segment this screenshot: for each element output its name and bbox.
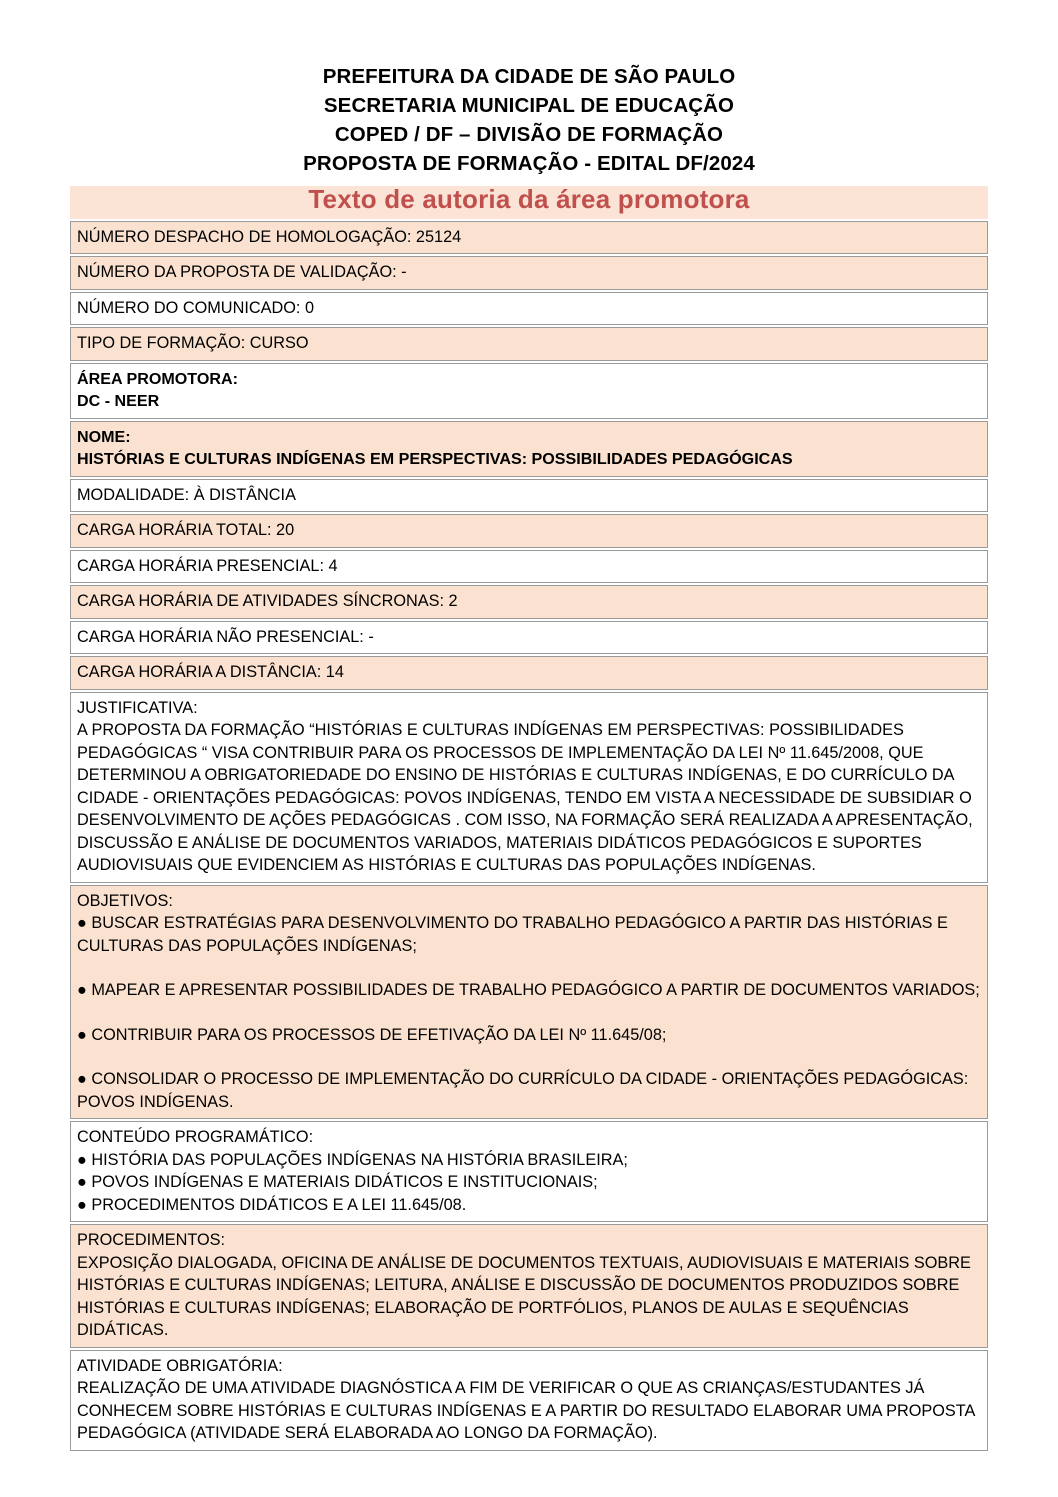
row-nome bbox=[70, 421, 988, 477]
carga-horaria-total-cell: CARGA HORÁRIA TOTAL: 20 bbox=[70, 514, 988, 548]
row-atividade-obrigatoria bbox=[70, 1350, 988, 1451]
banner-text: Texto de autoria da área promotora bbox=[308, 184, 750, 214]
justificativa-label: JUSTIFICATIVA: bbox=[77, 698, 198, 717]
carga-horaria-presencial-cell: CARGA HORÁRIA PRESENCIAL: 4 bbox=[70, 550, 988, 584]
objetivos-spacer bbox=[77, 957, 981, 979]
procedimentos-label: PROCEDIMENTOS: bbox=[77, 1231, 226, 1249]
header-line-proposta: PROPOSTA DE FORMAÇÃO - EDITAL DF/2024 bbox=[303, 152, 755, 175]
atividade-obrigatoria-label: ATIVIDADE OBRIGATÓRIA: bbox=[77, 1356, 283, 1375]
row-carga-horaria-presencial bbox=[70, 550, 988, 584]
proposal-form-table bbox=[70, 184, 988, 1453]
nome-value: HISTÓRIAS E CULTURAS INDÍGENAS EM PERSPECTIVAS: POSSIBILIDADES PEDAGÓGICAS bbox=[77, 450, 793, 468]
conteudo-programatico-cell bbox=[70, 1121, 988, 1222]
header-line-secretaria: SECRETARIA MUNICIPAL DE EDUCAÇÃO bbox=[323, 94, 735, 117]
area-promotora-cell bbox=[70, 363, 988, 419]
objetivo-item: ● CONSOLIDAR O PROCESSO DE IMPLEMENTAÇÃO DO CURRÍCULO DA CIDADE - ORIENTAÇÕES PEDAGÓGICAS: POVOS INDÍGENAS. bbox=[77, 1070, 969, 1111]
atividade-obrigatoria-text: REALIZAÇÃO DE UMA ATIVIDADE DIAGNÓSTICA A FIM DE VERIFICAR O QUE AS CRIANÇAS/ESTUDANTES JÁ CONHECEM SOBRE HISTÓRIAS E CULTURAS INDÍGENAS E A PARTIR DO RESULTADO ELABORAR UMA PROPOSTA PEDAGÓGICA (ATIVIDADE SERÁ ELABORADA AO LONGO DA FORMAÇÃO). bbox=[77, 1379, 975, 1442]
banner-row bbox=[70, 186, 988, 219]
objetivo-item: ● CONTRIBUIR PARA OS PROCESSOS DE EFETIVAÇÃO DA LEI Nº 11.645/08; bbox=[77, 1025, 667, 1044]
conteudo-item: ● POVOS INDÍGENAS E MATERIAIS DIDÁTICOS E INSTITUCIONAIS; bbox=[77, 1173, 598, 1191]
row-despacho-homologacao bbox=[70, 221, 988, 255]
row-carga-horaria-nao-presencial bbox=[70, 621, 988, 655]
atividade-obrigatoria-cell bbox=[70, 1350, 988, 1451]
conteudo-item: ● PROCEDIMENTOS DIDÁTICOS E A LEI 11.645/08. bbox=[77, 1195, 467, 1214]
procedimentos-text: EXPOSIÇÃO DIALOGADA, OFICINA DE ANÁLISE DE DOCUMENTOS TEXTUAIS, AUDIOVISUAIS E MATERIAIS SOBRE HISTÓRIAS E CULTURAS INDÍGENAS; LEITURA, ANÁLISE E DISCUSSÃO DE DOCUMENTOS PRODUZIDOS SOBRE HISTÓRIAS E CULTURAS INDÍGENAS; ELABORAÇÃO DE PORTFÓLIOS, PLANOS DE AULAS E SEQUÊNCIAS DIDÁTICAS. bbox=[77, 1253, 971, 1339]
row-conteudo-programatico bbox=[70, 1121, 988, 1222]
row-procedimentos bbox=[70, 1224, 988, 1348]
row-carga-horaria-total bbox=[70, 514, 988, 548]
procedimentos-cell bbox=[70, 1224, 988, 1348]
conteudo-item: ● HISTÓRIA DAS POPULAÇÕES INDÍGENAS NA HISTÓRIA BRASILEIRA; bbox=[77, 1150, 628, 1169]
area-promotora-value: DC - NEER bbox=[77, 392, 160, 410]
header-line-prefeitura: PREFEITURA DA CIDADE DE SÃO PAULO bbox=[322, 65, 736, 88]
conteudo-programatico-label: CONTEÚDO PROGRAMÁTICO: bbox=[77, 1128, 314, 1146]
modalidade-cell: MODALIDADE: À DISTÂNCIA bbox=[70, 479, 988, 513]
proposta-validacao-cell: NÚMERO DA PROPOSTA DE VALIDAÇÃO: - bbox=[70, 256, 988, 290]
row-carga-horaria-distancia bbox=[70, 656, 988, 690]
carga-horaria-distancia-cell: CARGA HORÁRIA A DISTÂNCIA: 14 bbox=[70, 656, 988, 690]
banner-cell bbox=[70, 186, 988, 219]
despacho-homologacao-cell: NÚMERO DESPACHO DE HOMOLOGAÇÃO: 25124 bbox=[70, 221, 988, 255]
carga-horaria-nao-presencial-cell: CARGA HORÁRIA NÃO PRESENCIAL: - bbox=[70, 621, 988, 655]
numero-comunicado-cell: NÚMERO DO COMUNICADO: 0 bbox=[70, 292, 988, 326]
justificativa-text: A PROPOSTA DA FORMAÇÃO “HISTÓRIAS E CULTURAS INDÍGENAS EM PERSPECTIVAS: POSSIBILIDADES PEDAGÓGICAS “ VISA CONTRIBUIR PARA OS PROCESSOS DE IMPLEMENTAÇÃO DA LEI Nº 11.645/2008, QUE DETERMINOU A OBRIGATORIEDADE DO ENSINO DE HISTÓRIAS E CULTURAS INDÍGENAS, E DO CURRÍCULO DA CIDADE - ORIENTAÇÕES PEDAGÓGICAS: POVOS INDÍGENAS, TENDO EM VISTA A NECESSIDADE DE SUBSIDIAR O DESENVOLVIMENTO DE AÇÕES PEDAGÓGICAS . COM ISSO, NA FORMAÇÃO SERÁ REALIZADA A APRESENTAÇÃO, DISCUSSÃO E ANÁLISE DE DOCUMENTOS VARIADOS, MATERIAIS DIDÁTICOS PEDAGÓGICOS E SUPORTES AUDIOVISUAIS QUE EVIDENCIEM AS HISTÓRIAS E CULTURAS DAS POPULAÇÕES INDÍGENAS. bbox=[77, 721, 973, 874]
justificativa-cell bbox=[70, 692, 988, 883]
objetivos-label: OBJETIVOS: bbox=[77, 891, 173, 910]
row-justificativa bbox=[70, 692, 988, 883]
objetivos-spacer bbox=[77, 1002, 981, 1024]
row-proposta-validacao bbox=[70, 256, 988, 290]
row-tipo-formacao bbox=[70, 327, 988, 361]
objetivo-item: ● BUSCAR ESTRATÉGIAS PARA DESENVOLVIMENTO DO TRABALHO PEDAGÓGICO A PARTIR DAS HISTÓRIAS E CULTURAS DAS POPULAÇÕES INDÍGENAS; bbox=[77, 914, 948, 955]
objetivos-spacer bbox=[77, 1046, 981, 1068]
header-line-coped: COPED / DF – DIVISÃO DE FORMAÇÃO bbox=[334, 123, 724, 146]
document-header bbox=[0, 0, 1058, 178]
row-objetivos bbox=[70, 885, 988, 1120]
carga-horaria-sincronas-cell: CARGA HORÁRIA DE ATIVIDADES SÍNCRONAS: 2 bbox=[70, 585, 988, 619]
tipo-formacao-cell: TIPO DE FORMAÇÃO: CURSO bbox=[70, 327, 988, 361]
objetivos-cell bbox=[70, 885, 988, 1120]
row-area-promotora bbox=[70, 363, 988, 419]
nome-cell bbox=[70, 421, 988, 477]
row-numero-comunicado bbox=[70, 292, 988, 326]
area-promotora-label: ÁREA PROMOTORA: bbox=[77, 369, 238, 388]
row-modalidade bbox=[70, 479, 988, 513]
row-carga-horaria-sincronas bbox=[70, 585, 988, 619]
nome-label: NOME: bbox=[77, 427, 131, 446]
objetivo-item: ● MAPEAR E APRESENTAR POSSIBILIDADES DE TRABALHO PEDAGÓGICO A PARTIR DE DOCUMENTOS VARIADOS; bbox=[77, 981, 980, 999]
